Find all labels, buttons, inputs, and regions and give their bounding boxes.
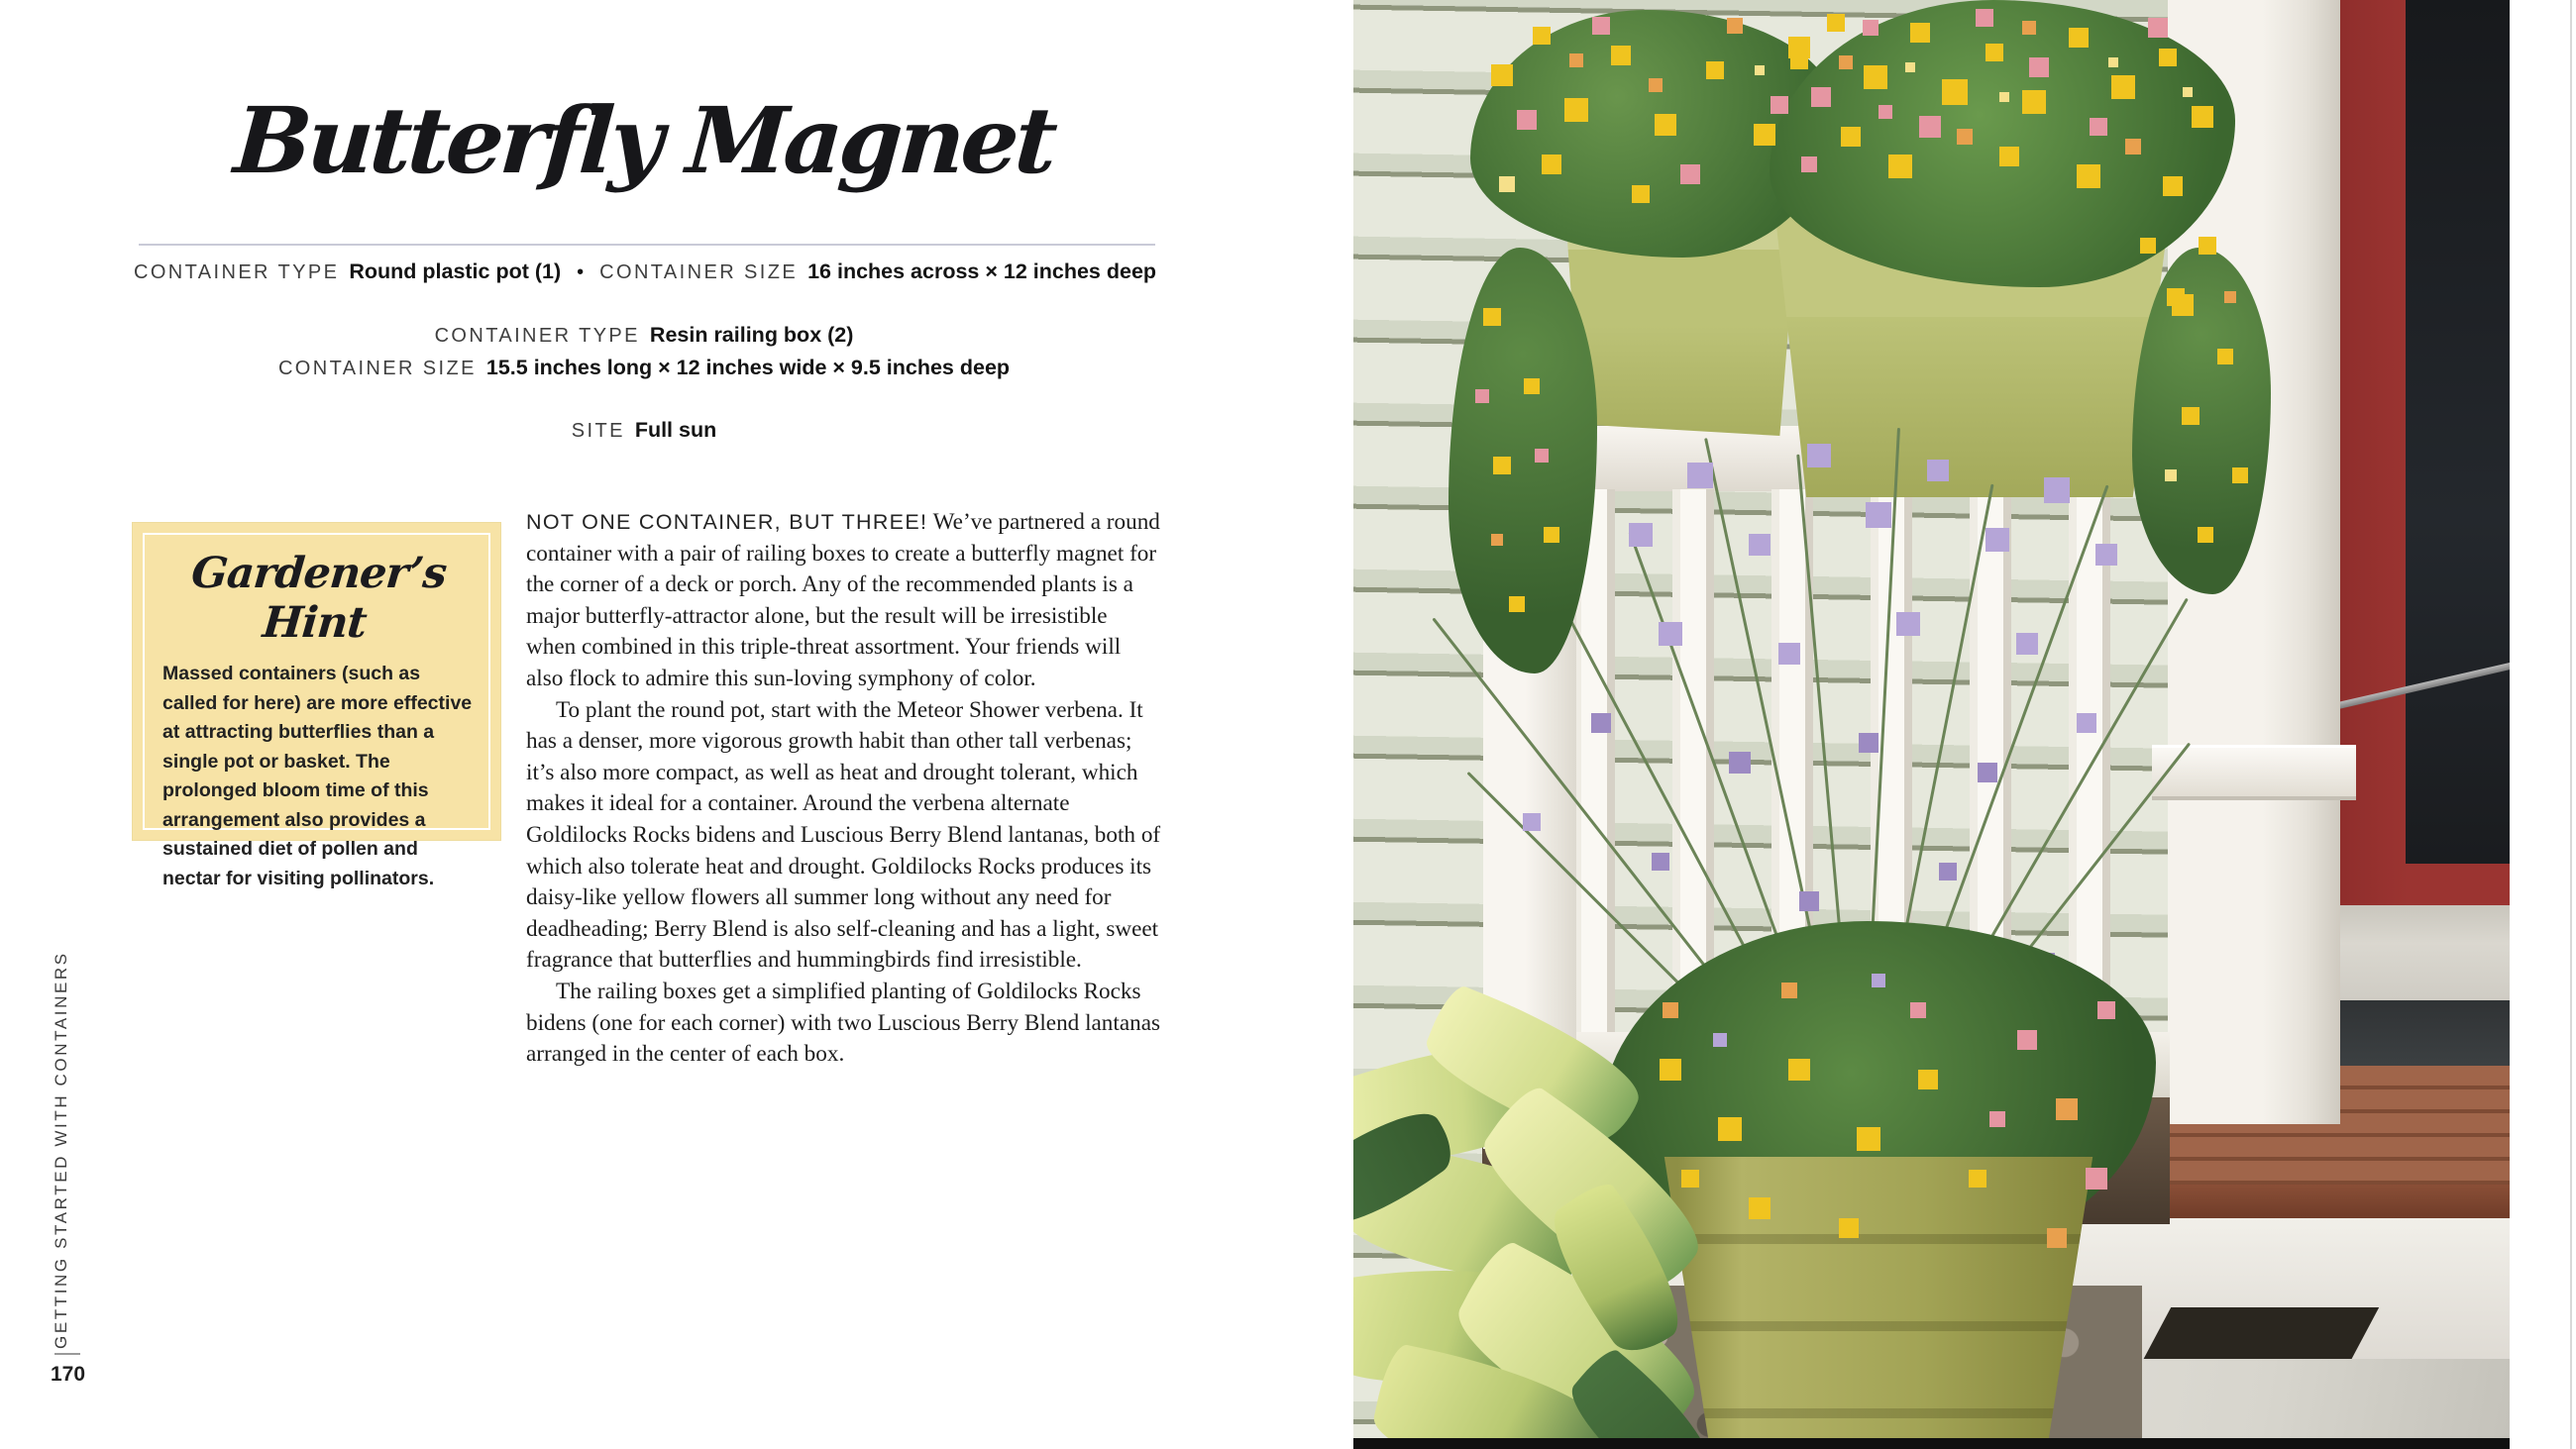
folio-rule [54,1353,80,1355]
page-title: Butterfly Magnet [231,87,1057,194]
spec-label: CONTAINER TYPE [434,325,640,347]
spec-line-2 [134,323,1154,348]
spec-value: 16 inches across × 12 inches deep [807,259,1157,283]
paragraph-1-text: We’ve partnered a round container with a pair of railing boxes to create a butterfly magnet for the corner of a deck or porch. Any of the recommended plants is a major butterfly-attractor alone, but the result will be irresistible when combined in this triple-threat assortment. Your friends will also flock to admire this sun-loving symphony of color. [526,509,1160,691]
spec-value: Round plastic pot (1) [349,259,562,283]
hint-title: Gardener’s Hint [189,549,449,648]
spec-value: Resin railing box (2) [649,323,854,347]
spec-label: CONTAINER SIZE [599,261,799,283]
title-rule [139,244,1155,246]
paragraph-1 [526,507,1162,695]
page-number: 170 [51,1363,86,1386]
door-threshold [2340,905,2510,1000]
section-title-vertical: GETTING STARTED WITH CONTAINERS [52,951,70,1349]
spec-label: CONTAINER SIZE [277,358,477,379]
door-window-dark [2406,0,2510,864]
paragraph-3: The railing boxes get a simplified planting of Goldilocks Rocks bidens (one for each corner) with two Luscious Berry Blend lantanas arranged in the center of each box. [526,978,1161,1068]
bullet-separator: • [577,261,585,283]
hosta-plants [1353,1008,1752,1449]
spec-value: 15.5 inches long × 12 inches wide × 9.5 inches deep [485,356,1011,379]
spec-line-1 [134,259,1157,284]
photo-butterfly-magnet-containers [1353,0,2510,1449]
spec-line-3 [134,356,1154,380]
photo-bottom-shadow [1353,1438,2510,1449]
spec-line-site [134,418,1154,443]
paragraph-lead-in: NOT ONE CONTAINER, BUT THREE! [526,510,928,534]
body-text [526,507,1162,1071]
spec-value: Full sun [634,418,717,442]
right-page-margin [2510,0,2576,1449]
hint-body: Massed containers (such as called for here) are more effective at attracting butterflies than a single pot or basket. The prolonged bloom time of this arrangement also provides a sustained diet of pollen and nectar for visiting pollinators. [162,663,473,889]
paragraph-2: To plant the round pot, start with the Meteor Shower verbena. It has a denser, more vigorous growth habit than other tall verbenas; it’s also more compact, as well as heat and drought tolerant, which makes it ideal for a container. Around the verbena alternate Goldilocks Rocks bidens and Luscious Berry Blend lantanas, both of which also tolerate heat and drought. Goldilocks Rocks produces its daisy-like yellow flowers all summer long without any need for deadheading; Berry Blend is also self-cleaning and has a light, sweet fragrance that butterflies and hummingbirds find irresistible. [526,696,1161,974]
page-edge-line [2570,0,2572,1449]
gardeners-hint-box [132,522,501,889]
door-mat [2340,1000,2510,1066]
spec-label: SITE [571,420,625,442]
spec-label: CONTAINER TYPE [134,261,340,283]
